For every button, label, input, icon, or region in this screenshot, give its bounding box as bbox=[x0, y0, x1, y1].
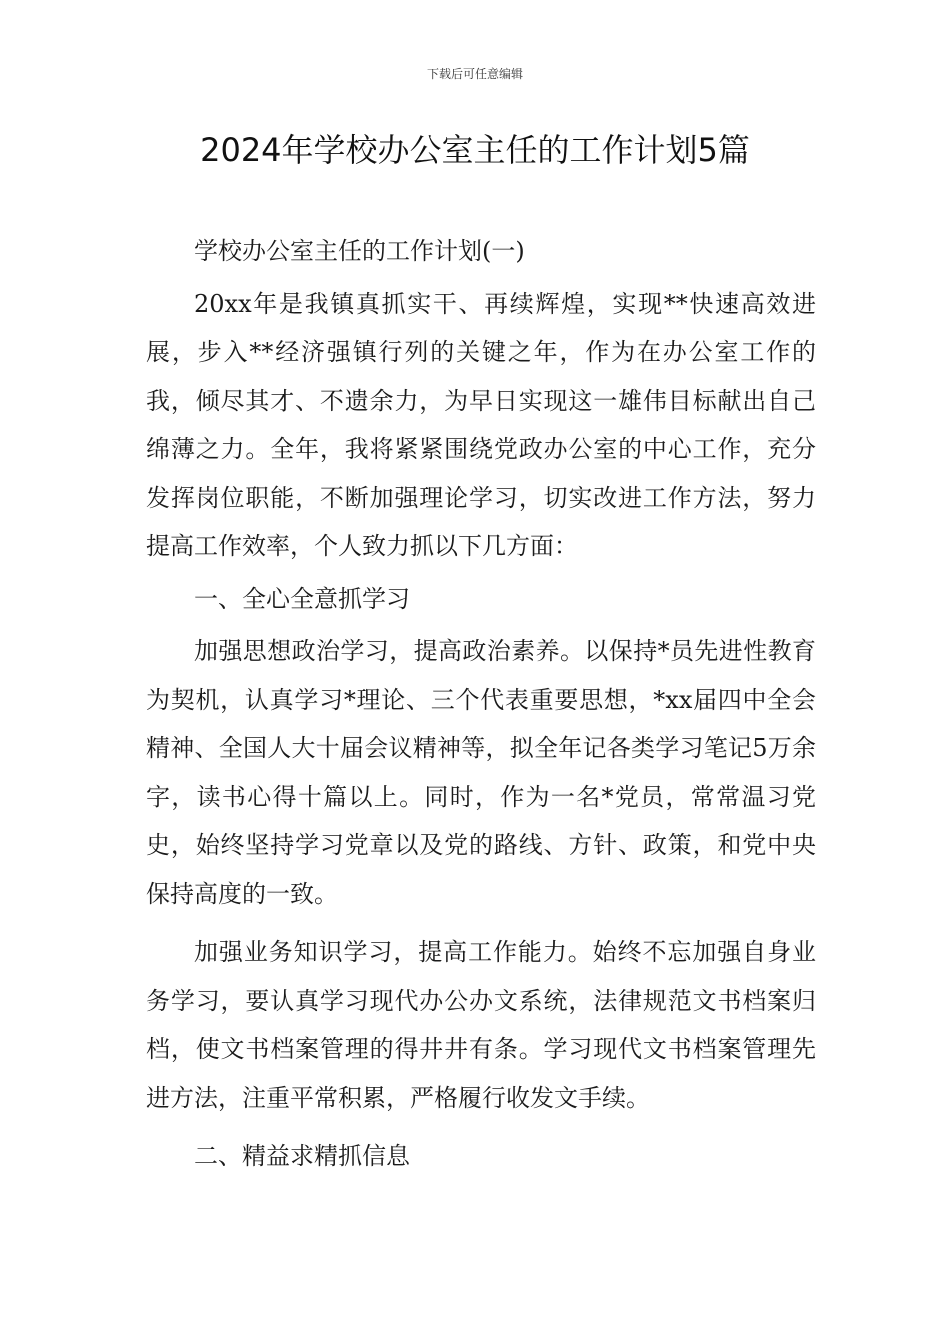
paragraph-intro: 20xx年是我镇真抓实干、再续辉煌，实现**快速高效进展，步入**经济强镇行列的关键之年，作为在办公室工作的我，倾尽其才、不遗余力，为早日实现这一雄伟目标献出自己绵薄之力。全年，我将紧紧围绕党政办公室的中心工作，充分发挥岗位职能，不断加强理论学习，切实改进工作方法，努力提高工作效率，个人致力抓以下几方面： bbox=[146, 289, 816, 560]
document-body bbox=[146, 227, 816, 1181]
heading-section-1: 一、全心全意抓学习 bbox=[194, 584, 410, 613]
paragraph-business-study: 加强业务知识学习，提高工作能力。始终不忘加强自身业务学习，要认真学习现代办公办文系统，法律规范文书档案归档，使文书档案管理的得井井有条。学习现代文书档案管理先进方法，注重平常积累，严格履行收发文手续。 bbox=[146, 938, 816, 1112]
section-subtitle: 学校办公室主任的工作计划(一) bbox=[194, 237, 525, 265]
heading-section-2: 二、精益求精抓信息 bbox=[194, 1142, 410, 1170]
paragraph-political-study: 加强思想政治学习，提高政治素养。以保持*员先进性教育为契机，认真学习*理论、三个代表重要思想，*xx届四中全会精神、全国人大十届会议精神等，拟全年记各类学习笔记5万余字，读书心得十篇以上。同时，作为一名*党员，常常温习党史，始终坚持学习党章以及党的路线、方针、政策，和党中央保持高度的一致。 bbox=[146, 637, 816, 908]
header-note: 下载后可任意编辑 bbox=[426, 67, 523, 81]
document-title: 2024年学校办公室主任的工作计划5篇 bbox=[200, 131, 750, 169]
